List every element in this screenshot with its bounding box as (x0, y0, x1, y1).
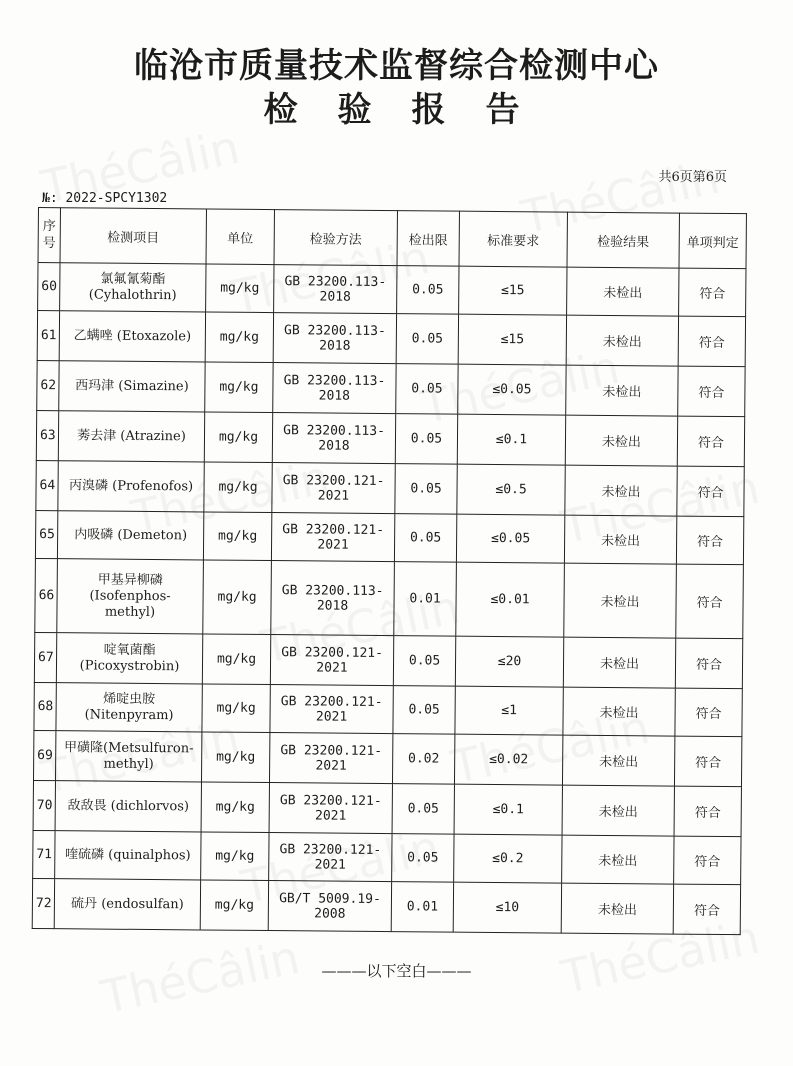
standard-requirement: ≤0.1 (457, 414, 565, 465)
table-row (36, 410, 744, 466)
report-title: 检验报告 (263, 90, 560, 130)
unit-value: mg/kg (203, 512, 271, 561)
column-header-verdict: 单项判定 (679, 213, 746, 269)
test-result: 未检出 (565, 415, 677, 466)
standard-requirement: ≤15 (459, 266, 567, 315)
detection-limit: 0.05 (396, 314, 458, 365)
standard-requirement: ≤15 (458, 314, 566, 365)
table-row (38, 263, 746, 317)
standard-requirement: ≤0.01 (456, 562, 565, 637)
detection-limit: 0.01 (394, 562, 457, 637)
row-number: 60 (38, 263, 60, 311)
standard-requirement: ≤0.1 (454, 784, 562, 835)
test-item-name: 硫丹 (endosulfan) (54, 879, 200, 930)
end-of-report-note: ———以下空白——— (321, 962, 472, 980)
test-item-name: 敌敌畏 (dichlorvos) (55, 781, 201, 832)
detection-limit: 0.01 (391, 882, 453, 933)
standard-requirement: ≤0.02 (454, 734, 562, 785)
detection-limit: 0.05 (392, 834, 454, 883)
unit-value: mg/kg (200, 880, 268, 931)
test-result: 未检出 (563, 687, 675, 736)
test-item-name: 烯啶虫胺 (Nitenpyram) (56, 683, 202, 732)
column-header-seq: 序号 (38, 208, 60, 263)
test-method: GB 23200.113-2018 (273, 313, 396, 364)
test-method: GB 23200.113-2018 (274, 265, 397, 314)
test-result: 未检出 (562, 835, 674, 884)
inspection-results-table (32, 207, 747, 935)
report-org-title: 临沧市质量技术监督综合检测中心 (134, 46, 659, 86)
table-row (36, 460, 744, 516)
table-row (33, 830, 741, 884)
test-method: GB 23200.121-2021 (269, 833, 392, 882)
test-method: GB 23200.121-2021 (272, 463, 395, 514)
table-row (32, 878, 740, 934)
test-method: GB 23200.121-2021 (270, 635, 393, 686)
detection-limit: 0.05 (397, 266, 459, 315)
table-row (33, 730, 741, 786)
test-result: 未检出 (566, 315, 678, 366)
detection-limit: 0.05 (395, 464, 457, 515)
unit-value: mg/kg (202, 634, 270, 685)
standard-requirement: ≤0.5 (457, 464, 565, 515)
detection-limit: 0.05 (394, 514, 456, 563)
test-result: 未检出 (562, 735, 674, 786)
row-number: 70 (33, 780, 55, 830)
verdict: 符合 (678, 366, 745, 417)
table-header-row (38, 208, 746, 269)
verdict: 符合 (678, 316, 745, 367)
standard-requirement: ≤0.05 (458, 364, 566, 415)
test-item-name: 丙溴磷 (Profenofos) (58, 461, 204, 512)
detection-limit: 0.05 (395, 414, 457, 465)
row-number: 67 (34, 632, 56, 682)
test-method: GB 23200.113-2018 (272, 413, 395, 464)
test-item-name: 啶氧菌酯 (Picoxystrobin) (56, 633, 202, 684)
detection-limit: 0.02 (392, 734, 454, 785)
standard-requirement: ≤0.05 (456, 514, 564, 563)
test-item-name: 甲磺隆(Metsulfuron- methyl) (55, 731, 201, 782)
column-header-unit: 单位 (206, 209, 274, 265)
test-result: 未检出 (561, 883, 673, 934)
detection-limit: 0.05 (393, 636, 455, 687)
test-result: 未检出 (563, 637, 675, 688)
table-row (34, 632, 742, 688)
row-number: 61 (37, 311, 59, 361)
verdict: 符合 (679, 268, 746, 317)
verdict: 符合 (674, 836, 741, 885)
row-number: 69 (33, 730, 55, 780)
test-item-name: 喹硫磷 (quinalphos) (55, 831, 201, 880)
verdict: 符合 (676, 516, 743, 565)
verdict: 符合 (674, 736, 741, 787)
unit-value: mg/kg (205, 312, 273, 363)
row-number: 64 (36, 460, 58, 510)
test-item-name: 莠去津 (Atrazine) (58, 411, 204, 462)
standard-requirement: ≤20 (455, 636, 563, 687)
verdict: 符合 (677, 416, 744, 467)
table-row (34, 682, 742, 736)
column-header-standard: 标准要求 (459, 211, 567, 267)
test-item-name: 乙螨唑 (Etoxazole) (59, 311, 205, 362)
test-result: 未检出 (562, 785, 674, 836)
test-item-name: 甲基异柳磷 (Isofenphos- methyl) (57, 559, 204, 634)
unit-value: mg/kg (203, 560, 272, 635)
test-method: GB 23200.121-2021 (269, 733, 392, 784)
column-header-item: 检测项目 (60, 208, 206, 264)
test-result: 未检出 (564, 515, 676, 564)
test-result: 未检出 (566, 365, 678, 416)
verdict: 符合 (675, 638, 742, 689)
test-method: GB 23200.121-2021 (269, 783, 392, 834)
verdict: 符合 (676, 564, 744, 639)
report-number: №: 2022-SPCY1302 (42, 191, 168, 206)
table-row (37, 311, 745, 367)
test-item-name: 氯氟氰菊酯 (Cyhalothrin) (60, 263, 206, 312)
unit-value: mg/kg (201, 732, 269, 783)
unit-value: mg/kg (201, 832, 269, 881)
standard-requirement: ≤10 (453, 882, 561, 933)
verdict: 符合 (677, 466, 744, 517)
test-method: GB 23200.121-2021 (270, 685, 393, 734)
standard-requirement: ≤0.2 (454, 834, 562, 883)
unit-value: mg/kg (206, 264, 274, 313)
page-info: 共6页第6页 (658, 170, 727, 185)
test-method: GB/T 5009.19-2008 (268, 881, 391, 932)
detection-limit: 0.05 (392, 784, 454, 835)
row-number: 62 (37, 360, 59, 410)
verdict: 符合 (673, 884, 740, 935)
verdict: 符合 (675, 688, 742, 737)
test-item-name: 内吸磷 (Demeton) (57, 511, 203, 560)
detection-limit: 0.05 (393, 686, 455, 735)
unit-value: mg/kg (201, 782, 269, 833)
row-number: 65 (35, 510, 57, 558)
row-number: 71 (33, 830, 55, 878)
row-number: 66 (35, 558, 58, 632)
row-number: 72 (32, 878, 54, 928)
row-number: 68 (34, 682, 56, 730)
test-result: 未检出 (565, 465, 677, 516)
test-method: GB 23200.113-2018 (273, 363, 396, 414)
column-header-limit: 检出限 (397, 211, 459, 267)
unit-value: mg/kg (202, 684, 270, 733)
unit-value: mg/kg (204, 462, 272, 513)
verdict: 符合 (674, 786, 741, 837)
test-result: 未检出 (564, 563, 677, 638)
detection-limit: 0.05 (396, 364, 458, 415)
unit-value: mg/kg (204, 412, 272, 463)
test-method: GB 23200.113-2018 (271, 561, 395, 636)
unit-value: mg/kg (205, 362, 273, 413)
test-item-name: 西玛津 (Simazine) (59, 361, 205, 412)
table-row (35, 510, 743, 564)
table-row (37, 360, 745, 416)
row-number: 63 (36, 410, 58, 460)
test-method: GB 23200.121-2021 (271, 513, 394, 562)
table-row (35, 558, 744, 638)
standard-requirement: ≤1 (455, 686, 563, 735)
column-header-method: 检验方法 (274, 210, 397, 266)
table-row (33, 780, 741, 836)
column-header-result: 检验结果 (567, 212, 679, 268)
test-result: 未检出 (567, 267, 679, 316)
